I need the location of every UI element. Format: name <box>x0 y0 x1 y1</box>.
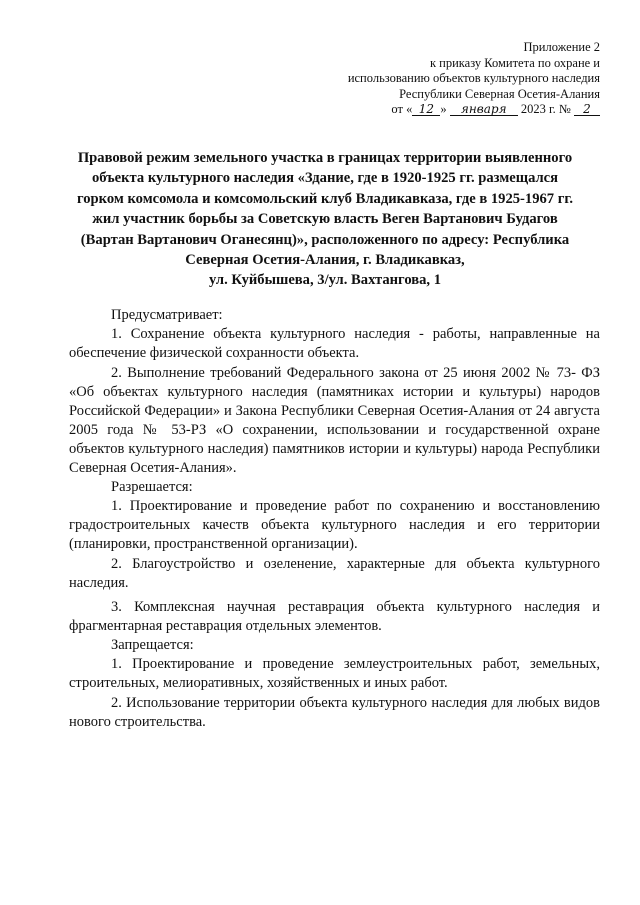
handwritten-month: января <box>450 103 518 116</box>
title-line: объекта культурного наследия «Здание, где в 1920-1925 гг. размещался <box>91 170 559 187</box>
title-line: Северная Осетия-Алания, г. Владикавказ, <box>185 252 465 269</box>
section-heading-permitted: Разрешается: <box>111 479 193 495</box>
section-heading-prohibited: Запрещается: <box>111 637 194 653</box>
title-line: горком комсомола и комсомольский клуб Владикавказа, где в 1925-1967 гг. <box>76 190 574 207</box>
prohibited-item: 1. Проектирование и проведение землеустроительных работ, земельных, строительных, мелиоративных, хозяйственных и иных работ. <box>69 656 600 691</box>
provision-item: 2. Выполнение требований Федерального закона от 25 июня 2002 № 73- ФЗ «Об объектах культурного наследия (памятниках истории и культуры) народов Российской Федерации» и Закона Республики Северная Осетия-Алания от 24 августа 2005 года № 53-РЗ «О сохранении, использовании и государственной охране объектов культурного наследия) памятников истории и культуры) народа Республики Северная Осетия-Алания». <box>69 365 600 476</box>
document-body <box>69 306 600 732</box>
date-mid: » <box>440 102 447 116</box>
provision-item: 1. Сохранение объекта культурного наследия - работы, направленные на обеспечение физической сохранности объекта. <box>69 326 600 361</box>
appendix-line-4: Республики Северная Осетия-Алания <box>399 86 600 101</box>
document-title <box>70 148 580 291</box>
date-prefix: от « <box>391 102 413 116</box>
title-line: жил участник борьбы за Советскую власть Веген Вартанович Будагов <box>92 211 558 228</box>
section-heading-provides: Предусматривает: <box>111 307 223 323</box>
title-line: (Вартан Вартанович Оганесянц)», расположенного по адресу: Республика <box>80 231 570 248</box>
appendix-line-2: к приказу Комитета по охране и <box>429 55 600 70</box>
handwritten-day: 12 <box>412 103 440 116</box>
appendix-line-1: Приложение 2 <box>523 40 600 54</box>
permitted-item: 3. Комплексная научная реставрация объекта культурного наследия и фрагментарная реставрация отдельных элементов. <box>69 599 600 634</box>
appendix-line-3: использованию объектов культурного наследия <box>347 71 600 85</box>
prohibited-item: 2. Использование территории объекта культурного наследия для любых видов нового строительства. <box>69 695 600 730</box>
title-line: ул. Куйбышева, 3/ул. Вахтангова, 1 <box>208 272 442 289</box>
appendix-header <box>300 40 600 118</box>
date-year: 2023 г. № <box>520 102 571 116</box>
title-line: Правовой режим земельного участка в границах территории выявленного <box>77 150 573 166</box>
permitted-item: 2. Благоустройство и озеленение, характерные для объекта культурного наследия. <box>69 556 600 591</box>
handwritten-order-number: 2 <box>574 103 600 116</box>
permitted-item: 1. Проектирование и проведение работ по сохранению и восстановлению градостроительных качеств объекта культурного наследия и его территории (планировки, пространственной организации). <box>69 498 600 552</box>
order-date-line <box>300 102 600 118</box>
